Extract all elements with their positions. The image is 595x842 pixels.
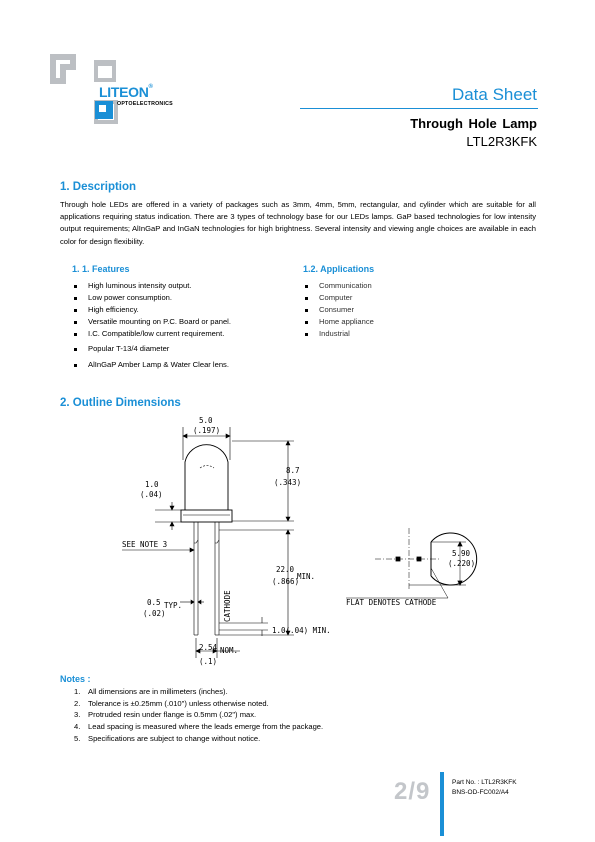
- description-body: Through hole LEDs are offered in a variety of packages such as 3mm, 4mm, 5mm, rectangular, and cylinder which are suitable for all applications requiring status indication. There are 3 types of technology base for our LEDs lamps. GaP based technologies for low intensity output requirements; AlInGaP and InGaN technologies for high brightness. Several intensity and viewing angle choices are available in each color for design flexibility.: [60, 200, 536, 246]
- dim-lead-min: 1.0(.04) MIN.: [272, 626, 331, 635]
- header-rule: [300, 108, 538, 109]
- dim-width-in: (.197): [193, 426, 221, 435]
- feature-item: Low power consumption.: [72, 292, 231, 304]
- bullet-icon: [305, 333, 308, 336]
- footer-doc-no: BNS-OD-FC002/A4: [452, 789, 509, 796]
- dim-spacing-suffix: NOM.: [220, 646, 239, 655]
- dim-spacing-mm: 2.54: [199, 643, 218, 652]
- logo-subtitle: OPTOELECTRONICS: [117, 101, 173, 107]
- bullet-icon: [74, 321, 77, 324]
- bullet-icon: [74, 309, 77, 312]
- applications-list: [303, 280, 374, 340]
- dim-lead-w-mm: 0.5: [147, 598, 161, 607]
- application-item: Consumer: [303, 304, 374, 316]
- dim-lead-len-suffix: MIN.: [297, 572, 316, 581]
- note-item: 4. Lead spacing is measured where the leads emerge from the package.: [74, 722, 324, 732]
- doc-type-title: Data Sheet: [451, 85, 537, 104]
- dim-flange-dia-in: (.220): [448, 559, 476, 568]
- note-item: 3. Protruded resin under flange is 0.5mm (.02") max.: [74, 710, 257, 720]
- feature-item: Versatile mounting on P.C. Board or panel.: [72, 316, 231, 328]
- features-list: [72, 280, 231, 371]
- footer-accent-bar: [440, 772, 444, 836]
- features-heading: 1. 1. Features: [72, 264, 130, 274]
- application-item: Computer: [303, 292, 374, 304]
- feature-item: I.C. Compatible/low current requirement.: [72, 328, 231, 340]
- product-family: Through Hole Lamp: [410, 116, 537, 131]
- application-item: Communication: [303, 280, 374, 292]
- page-number: 2/9: [394, 778, 431, 805]
- dim-flange-dia-mm: 5.90: [452, 549, 471, 558]
- bullet-icon: [74, 297, 77, 300]
- bullet-icon: [74, 285, 77, 288]
- feature-item: Popular T-13/4 diameter: [72, 343, 231, 355]
- bullet-icon: [305, 309, 308, 312]
- logo-blue-square: [95, 101, 113, 119]
- dim-lead-w-in: (.02): [143, 609, 166, 618]
- dim-spacing-in: (.1): [199, 657, 218, 666]
- description-heading: 1. Description: [60, 181, 137, 193]
- notes-list: [74, 686, 323, 745]
- note-item: 5. Specifications are subject to change without notice.: [74, 733, 261, 743]
- application-item: Industrial: [303, 328, 374, 340]
- dim-height-mm: 8.7: [286, 466, 300, 475]
- notes-heading: Notes :: [60, 674, 91, 684]
- see-note-label: SEE NOTE 3: [122, 540, 168, 549]
- part-number: LTL2R3KFK: [466, 134, 537, 149]
- bullet-icon: [74, 364, 77, 367]
- outline-drawing: [0, 410, 595, 672]
- note-item: 1. All dimensions are in millimeters (inches).: [74, 687, 228, 696]
- dim-lead-len-in: (.866): [272, 577, 300, 586]
- logo-brand: LITEON: [99, 84, 149, 100]
- feature-item: High luminous intensity output.: [72, 280, 231, 292]
- bullet-icon: [305, 297, 308, 300]
- bullet-icon: [305, 321, 308, 324]
- feature-item: AlInGaP Amber Lamp & Water Clear lens.: [72, 359, 231, 371]
- note-item: 2. Tolerance is ±0.25mm (.010") unless otherwise noted.: [74, 698, 269, 708]
- dim-flange-mm: 1.0: [145, 480, 159, 489]
- outline-heading: 2. Outline Dimensions: [60, 397, 181, 409]
- application-item: Home appliance: [303, 316, 374, 328]
- dim-lead-len-mm: 22.0: [276, 565, 295, 574]
- dim-flange-in: (.04): [140, 490, 163, 499]
- bullet-icon: [74, 348, 77, 351]
- applications-heading: 1.2. Applications: [303, 264, 375, 274]
- bullet-icon: [74, 333, 77, 336]
- dim-width-mm: 5.0: [199, 416, 213, 425]
- feature-item: High efficiency.: [72, 304, 231, 316]
- bullet-icon: [305, 285, 308, 288]
- logo-registered: ®: [148, 84, 153, 90]
- footer-part-no: Part No. : LTL2R3KFK: [452, 779, 517, 786]
- dim-lead-w-suffix: TYP.: [164, 601, 183, 610]
- flat-note-label: FLAT DENOTES CATHODE: [346, 598, 437, 607]
- dim-height-in: (.343): [274, 478, 302, 487]
- cathode-label: CATHODE: [223, 590, 232, 622]
